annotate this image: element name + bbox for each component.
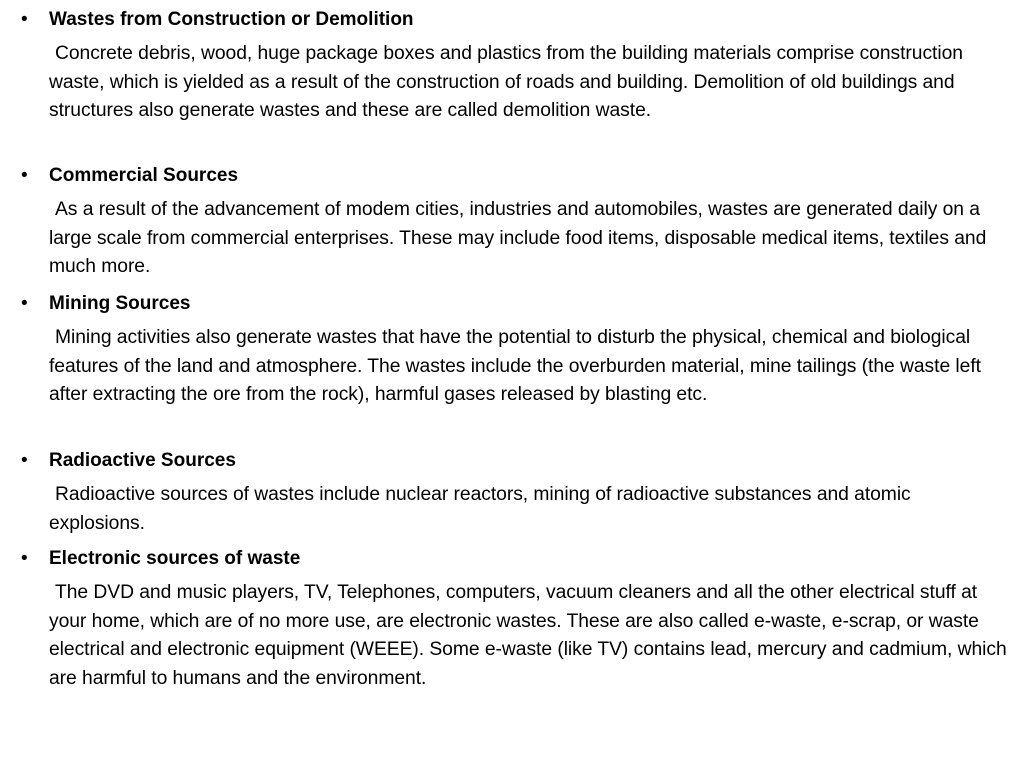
section-heading: Commercial Sources — [49, 165, 239, 186]
section-heading: Mining Sources — [49, 293, 191, 314]
bullet-marker: • — [21, 9, 28, 30]
section-heading: Radioactive Sources — [49, 450, 236, 471]
section-body: Concrete debris, wood, huge package boxes and plastics from the building materials comprise construction waste, which is yielded as a result of the construction of roads and building. Demolition of old buildings and structures also generate wastes and these are called demolition waste. — [49, 43, 963, 121]
bullet-marker: • — [21, 450, 28, 471]
bullet-marker: • — [21, 548, 28, 569]
bullet-marker: • — [21, 165, 28, 186]
section-heading: Electronic sources of waste — [49, 548, 301, 569]
section-body: Radioactive sources of wastes include nuclear reactors, mining of radioactive substances and atomic explosions. — [49, 484, 911, 534]
section-body: The DVD and music players, TV, Telephones, computers, vacuum cleaners and all the other electrical stuff at your home, which are of no more use, are electronic wastes. These are also called e-waste, e-scrap, or waste electrical and electronic equipment (WEEE). Some e-waste (like TV) contains lead, mercury and cadmium, which are harmful to humans and the environment. — [49, 582, 1007, 689]
section-body: As a result of the advancement of modem cities, industries and automobiles, wastes are generated daily on a large scale from commercial enterprises. These may include food items, disposable medical items, textiles and much more. — [49, 199, 987, 277]
section-body: Mining activities also generate wastes that have the potential to disturb the physical, chemical and biological features of the land and atmosphere. The wastes include the overburden material, mine tailings (the waste left after extracting the ore from the rock), harmful gases released by blasting etc. — [49, 327, 981, 405]
bullet-marker: • — [21, 293, 28, 314]
section-heading: Wastes from Construction or Demolition — [49, 9, 414, 30]
